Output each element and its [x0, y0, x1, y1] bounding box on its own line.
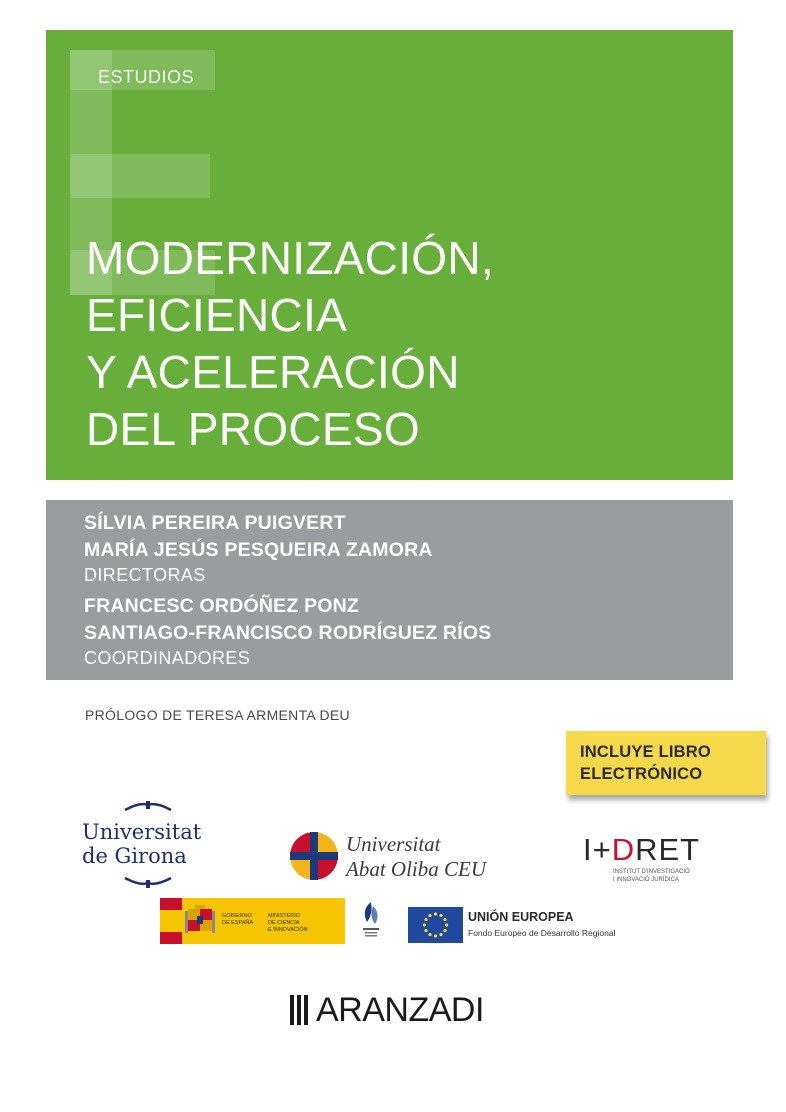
uao-line: Abat Oliba CEU [346, 857, 486, 881]
gobierno-espana-logo [160, 898, 345, 944]
series-label: ESTUDIOS [98, 67, 195, 87]
coordinators-role: COORDINADORES [84, 648, 251, 668]
title-line: EFICIENCIA [86, 289, 348, 341]
directors-role: DIRECTORAS [84, 565, 206, 585]
ebook-badge-line: INCLUYE LIBRO [580, 743, 711, 761]
idret-logo [583, 834, 713, 890]
udg-logo [80, 800, 210, 890]
director-name: MARÍA JESÚS PESQUEIRA ZAMORA [84, 539, 433, 561]
coat-of-arms-icon [185, 905, 215, 937]
uao-wordmark [346, 832, 486, 882]
publisher-logo [290, 990, 490, 1030]
aranzadi-bars-icon [290, 995, 314, 1025]
ebook-badge [566, 731, 766, 795]
udg-line: Universitat [82, 820, 202, 844]
director-name: SÍLVIA PEREIRA PUIGVERT [84, 512, 346, 534]
ministry-text: MINISTERIO DE CIENCIA E INNOVACIÓN [268, 913, 308, 933]
title-line: DEL PROCESO [86, 403, 420, 455]
idret-subtitle: INSTITUT D'INVESTIGACIÓ I INNOVACIÓ JURÍDICA [613, 869, 690, 883]
eu-subtitle: Fondo Europeo de Desarrollo Regional [468, 928, 616, 938]
udg-line: de Girona [82, 844, 187, 868]
title-line: MODERNIZACIÓN, [86, 232, 494, 284]
research-agency-icon [357, 900, 385, 942]
title-line: Y ACELERACIÓN [86, 346, 460, 398]
gov-text: GOBIERNO DE ESPAÑA [222, 913, 254, 926]
eu-title: UNIÓN EUROPEA [468, 910, 574, 924]
book-title [86, 230, 494, 458]
prologue-credit: PRÓLOGO DE TERESA ARMENTA DEU [85, 707, 350, 723]
eu-flag-icon [408, 907, 463, 943]
publisher-wordmark: ARANZADI [316, 991, 484, 1029]
eu-logo [408, 905, 623, 947]
uao-logo [288, 826, 508, 888]
ebook-badge-line: ELECTRÓNICO [580, 765, 703, 783]
idret-wordmark: I+DRET [583, 832, 701, 867]
coordinator-name: FRANCESC ORDÓÑEZ PONZ [84, 595, 360, 617]
uao-emblem-icon [288, 830, 340, 882]
authors-panel [46, 500, 733, 680]
coordinator-name: SANTIAGO-FRANCISCO RODRÍGUEZ RÍOS [84, 622, 492, 644]
uao-line: Universitat [346, 832, 441, 856]
spain-flag-strip [160, 898, 182, 944]
title-panel [46, 30, 733, 480]
udg-wordmark [82, 820, 201, 868]
